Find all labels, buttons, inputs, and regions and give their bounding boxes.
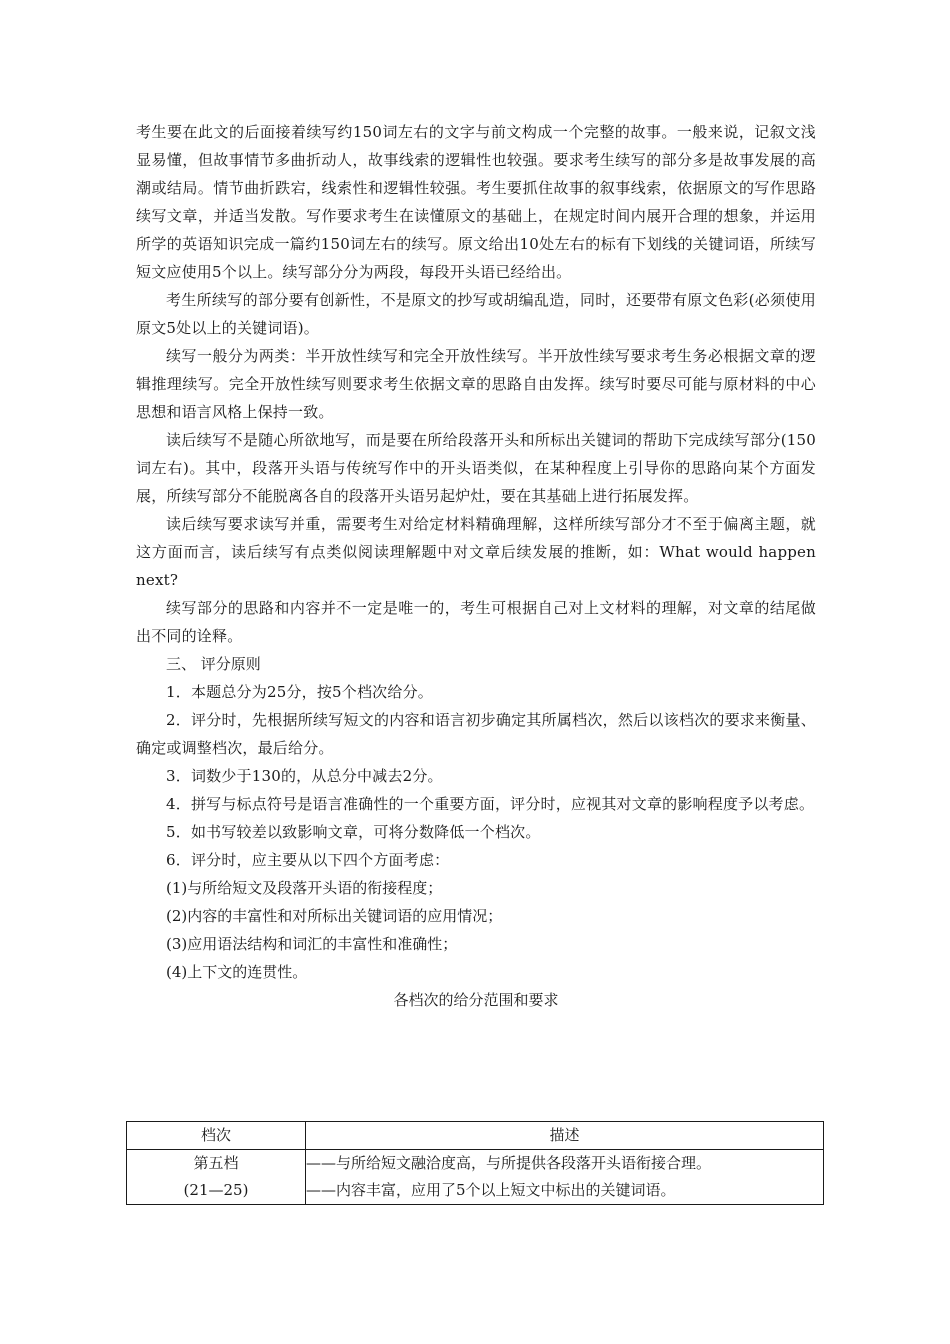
scoring-table (126, 1121, 824, 1205)
rule-item: 6．评分时，应主要从以下四个方面考虑： (166, 851, 450, 869)
rule-item: 5．如书写较差以致影响文章，可将分数降低一个档次。 (166, 823, 541, 841)
guidance-paragraph: 读后续写不是随心所欲地写，而是要在所给段落开头和所标出关键词的帮助下完成续写部分(150词左右)。其中，段落开头语与传统写作中的开头语类似，在某种程度上引导你的思路向某个方面发展，所续写部分不能脱离各自的段落开头语另起炉灶，要在其基础上进行拓展发挥。 (136, 431, 816, 505)
level-range: (21—25) (183, 1181, 249, 1199)
level-cell (127, 1150, 306, 1205)
section-heading: 三、 评分原则 (166, 655, 261, 673)
header-description: 描述 (306, 1122, 824, 1150)
consideration-item: (4)上下文的连贯性。 (166, 963, 308, 981)
document-body (136, 118, 816, 1046)
description-line: ——内容丰富，应用了5个以上短文中标出的关键词语。 (306, 1181, 676, 1199)
table-header-row (127, 1122, 824, 1150)
header-level: 档次 (127, 1122, 306, 1150)
consideration-item: (3)应用语法结构和词汇的丰富性和准确性； (166, 935, 458, 953)
description-line: ——与所给短文融洽度高，与所提供各段落开头语衔接合理。 (306, 1154, 712, 1172)
creativity-paragraph: 考生所续写的部分要有创新性，不是原文的抄写或胡编乱造，同时，还要带有原文色彩(必须使用原文5处以上的关键词语)。 (136, 291, 816, 337)
reading-writing-paragraph: 读后续写要求读写并重，需要考生对给定材料精确理解，这样所续写部分才不至于偏离主题，就这方面而言，读后续写有点类似阅读理解题中对文章后续发展的推断，如：What would happen next? (136, 515, 816, 589)
consideration-item: (1)与所给短文及段落开头语的衔接程度； (166, 879, 443, 897)
rule-item: 4．拼写与标点符号是语言准确性的一个重要方面，评分时，应视其对文章的影响程度予以考虑。 (166, 795, 815, 813)
level-name: 第五档 (193, 1154, 239, 1172)
consideration-item: (2)内容的丰富性和对所标出关键词语的应用情况； (166, 907, 503, 925)
intro-paragraph: 考生要在此文的后面接着续写约150词左右的文字与前文构成一个完整的故事。一般来说，记叙文浅显易懂，但故事情节多曲折动人，故事线索的逻辑性也较强。要求考生续写的部分多是故事发展的高潮或结局。情节曲折跌宕，线索性和逻辑性较强。考生要抓住故事的叙事线索，依据原文的写作思路续写文章，并适当发散。写作要求考生在读懂原文的基础上，在规定时间内展开合理的想象，并运用所学的英语知识完成一篇约150词左右的续写。原文给出10处左右的标有下划线的关键词语，所续写短文应使用5个以上。续写部分分为两段，每段开头语已经给出。 (136, 123, 816, 281)
table-row (127, 1150, 824, 1205)
interpretation-paragraph: 续写部分的思路和内容并不一定是唯一的，考生可根据自己对上文材料的理解，对文章的结尾做出不同的诠释。 (136, 599, 816, 645)
types-paragraph: 续写一般分为两类：半开放性续写和完全开放性续写。半开放性续写要求考生务必根据文章的逻辑推理续写。完全开放性续写则要求考生依据文章的思路自由发挥。续写时要尽可能与原材料的中心思想和语言风格上保持一致。 (136, 347, 816, 421)
rule-item: 1．本题总分为25分，按5个档次给分。 (166, 683, 433, 701)
rule-item: 2．评分时，先根据所续写短文的内容和语言初步确定其所属档次，然后以该档次的要求来衡量、确定或调整档次，最后给分。 (136, 711, 816, 757)
table-caption: 各档次的给分范围和要求 (393, 991, 559, 1009)
rule-item: 3．词数少于130的，从总分中减去2分。 (166, 767, 443, 785)
description-cell (306, 1150, 824, 1205)
